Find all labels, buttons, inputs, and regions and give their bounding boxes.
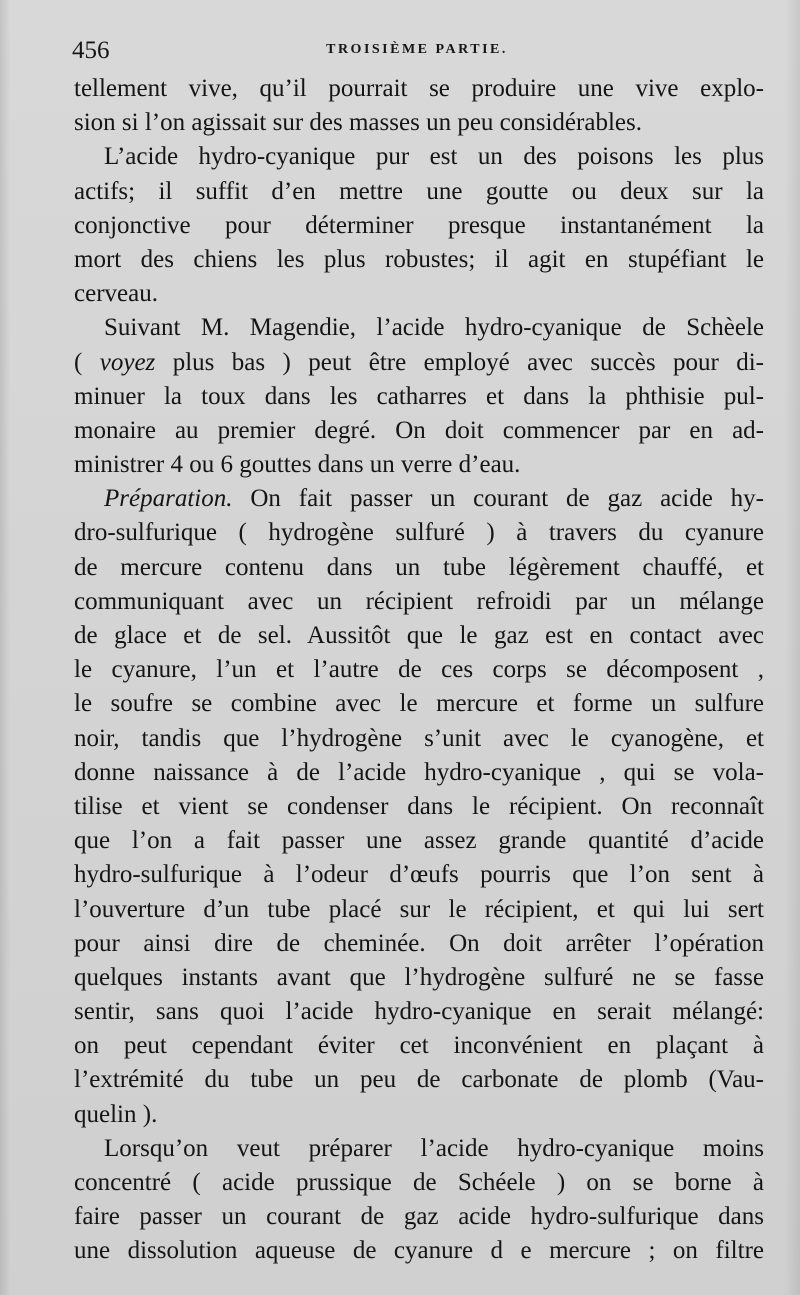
text-line: on peut cependant éviter cet inconvénient en plaçant à <box>74 1032 764 1060</box>
paragraph <box>74 1132 764 1269</box>
paragraph <box>74 482 764 1132</box>
text-line: L’acide hydro-cyanique pur est un des poisons les plus <box>104 143 764 171</box>
text-line: actifs; il suffit d’en mettre une goutte ou deux sur la <box>74 177 764 205</box>
text-line <box>74 482 764 516</box>
italic-text: Préparation. <box>104 485 233 513</box>
text-line: quelques instants avant que l’hydrogène sulfuré ne se fasse <box>74 963 764 991</box>
paragraph <box>74 72 764 140</box>
text-line: conjonctive pour déterminer presque instantanément la <box>74 211 764 239</box>
text-run: plus bas ) peut être employé avec succès pour di- <box>155 348 765 376</box>
text-line: dro-sulfurique ( hydrogène sulfuré ) à travers du cyanure <box>74 519 764 547</box>
text-line: le cyanure, l’un et l’autre de ces corps se décomposent , <box>74 656 764 684</box>
text-line: sentir, sans quoi l’acide hydro-cyanique en serait mélangé: <box>74 998 764 1026</box>
text-line: tilise et vient se condenser dans le récipient. On reconnaît <box>74 792 764 820</box>
text-line: faire passer un courant de gaz acide hydro-sulfurique dans <box>74 1203 764 1231</box>
text-line: de mercure contenu dans un tube légèrement chauffé, et <box>74 553 764 581</box>
text-run: On fait passer un courant de gaz acide hy- <box>232 485 764 513</box>
text-line: que l’on a fait passer une assez grande quantité d’acide <box>74 827 764 855</box>
text-line: tellement vive, qu’il pourrait se produire une vive explo- <box>74 75 764 102</box>
paragraph <box>74 311 764 482</box>
running-head: TROISIÈME PARTIE. <box>326 42 508 57</box>
paragraph <box>74 140 764 311</box>
text-line: pour ainsi dire de cheminée. On doit arrêter l’opération <box>74 929 764 957</box>
text-line: hydro-sulfurique à l’odeur d’œufs pourris que l’on sent à <box>74 861 764 889</box>
text-line: communiquant avec un récipient refroidi par un mélange <box>74 587 764 615</box>
text-line: minuer la toux dans les catharres et dans la phthisie pul- <box>74 382 764 410</box>
text-line: une dissolution aqueuse de cyanure d e mercure ; on filtre <box>74 1237 764 1265</box>
text-line: mort des chiens les plus robustes; il agit en stupéfiant le <box>74 245 764 273</box>
text-line: de glace et de sel. Aussitôt que le gaz est en contact avec <box>74 622 764 649</box>
text-line: ministrer 4 ou 6 gouttes dans un verre d’eau. <box>74 451 521 479</box>
text-line: Suivant M. Magendie, l’acide hydro-cyanique de Schèele <box>104 314 764 342</box>
text-line: quelin ). <box>74 1100 158 1128</box>
text-line <box>74 346 764 380</box>
text-line: l’extrémité du tube un peu de carbonate de plomb (Vau- <box>74 1066 764 1094</box>
body-text <box>74 72 764 1269</box>
text-line: noir, tandis que l’hydrogène s’unit avec le cyanogène, et <box>74 724 764 752</box>
italic-text: voyez <box>99 348 156 376</box>
page-number: 456 <box>72 37 110 64</box>
text-line: monaire au premier degré. On doit commencer par en ad- <box>74 416 764 444</box>
text-run: ( <box>74 348 100 376</box>
text-line: concentré ( acide prussique de Schéele ) on se borne à <box>74 1169 764 1196</box>
page-header <box>72 36 762 70</box>
text-line: cerveau. <box>74 280 158 308</box>
text-line: sion si l’on agissait sur des masses un peu considérables. <box>74 109 642 137</box>
text-line: donne naissance à de l’acide hydro-cyanique , qui se vola- <box>74 758 764 786</box>
text-line: l’ouverture d’un tube placé sur le récipient, et qui lui sert <box>74 895 764 923</box>
text-line: le soufre se combine avec le mercure et forme un sulfure <box>74 690 764 718</box>
text-line: Lorsqu’on veut préparer l’acide hydro-cyanique moins <box>104 1134 764 1162</box>
